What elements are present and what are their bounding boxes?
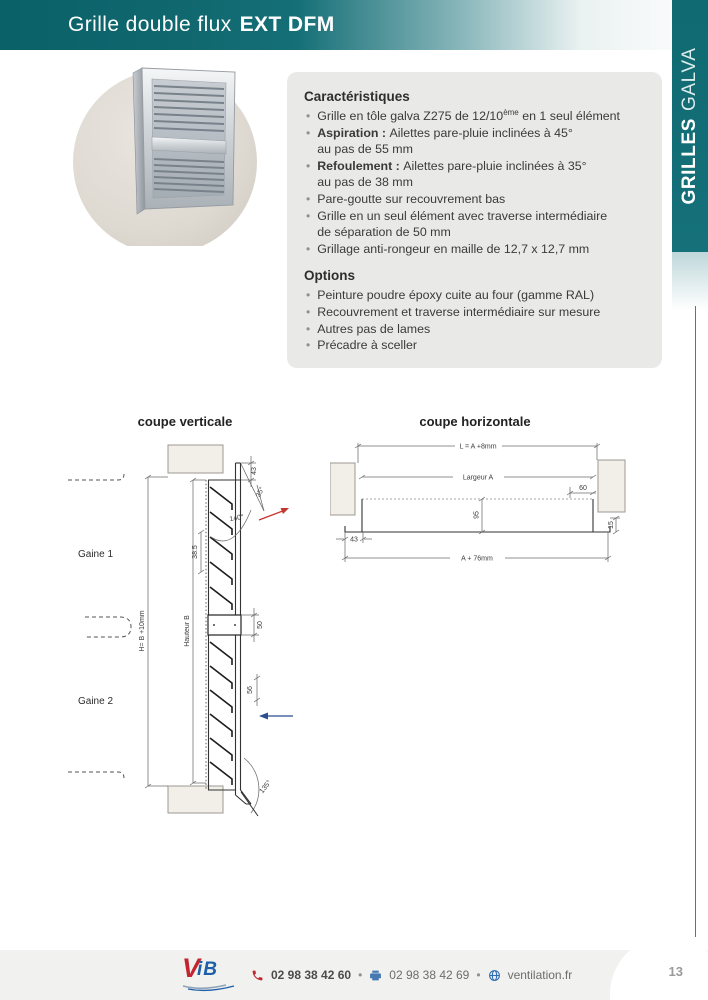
category-name: GRILLES xyxy=(679,118,700,205)
category-subname: GALVA xyxy=(679,47,700,111)
spec-item: • Grillage anti-rongeur en maille de 12,7 x 12,7 mm xyxy=(304,241,648,258)
dim-traverse-50: 50 xyxy=(257,621,264,629)
vertical-section-title: coupe verticale xyxy=(137,414,233,429)
traverse-box xyxy=(208,615,241,635)
characteristics-heading: Caractéristiques xyxy=(304,89,410,104)
dim-angle-140: 140° xyxy=(228,513,245,524)
spec-item: • Peinture poudre époxy cuite au four (gamme RAL) xyxy=(304,287,648,304)
dim-95: 95 xyxy=(473,511,481,519)
dim-angle-35: 35° xyxy=(255,486,267,499)
duct-dashed-lines xyxy=(68,474,131,778)
grille-photo xyxy=(133,68,235,214)
vib-logo-v: V xyxy=(182,953,201,983)
dim-60: 60 xyxy=(579,485,587,492)
spec-item: • Aspiration : Ailettes pare-pluie inclinées à 45° au pas de 55 mm xyxy=(304,125,648,158)
louvers xyxy=(210,487,232,785)
dim-recouvrement-haut: 43 xyxy=(251,467,258,475)
footer-separator: • xyxy=(358,968,363,982)
dim-longueur-totale: L = A +8mm xyxy=(459,443,497,451)
spec-item: • Grille en un seul élément avec traverse intermédiaire de séparation de 50 mm xyxy=(304,208,648,241)
label-gaine-2: Gaine 2 xyxy=(78,696,114,707)
dim-pas-38-5: 38.5 xyxy=(192,545,199,559)
fax-icon xyxy=(369,969,382,982)
page-footer xyxy=(0,950,708,1000)
vib-logo-ib: iB xyxy=(197,959,218,980)
characteristics-list xyxy=(304,108,648,257)
fax-number: 02 98 38 42 69 xyxy=(389,968,470,982)
spec-item: • Grille en tôle galva Z275 de 12/10ème en 1 seul élément xyxy=(304,108,648,125)
vertical-section-drawing xyxy=(60,440,310,840)
dim-largeur-a: Largeur A xyxy=(462,474,494,482)
website-link: ventilation.fr xyxy=(507,968,573,982)
flow-arrows xyxy=(259,508,293,720)
dim-a-76: A + 76mm xyxy=(461,555,493,563)
category-tab-label xyxy=(672,0,708,252)
vib-logo-swoosh xyxy=(182,982,236,992)
options-list xyxy=(304,287,648,353)
footer-corner-circle xyxy=(610,936,708,1000)
phone-icon xyxy=(251,969,264,982)
horizontal-section-drawing xyxy=(330,440,640,575)
spec-item: • Pare-goutte sur recouvrement bas xyxy=(304,191,648,208)
label-gaine-1: Gaine 1 xyxy=(78,549,114,560)
spec-item: • Précadre à sceller xyxy=(304,337,648,354)
dimension-lines xyxy=(336,443,620,562)
spec-item: • Recouvrement et traverse intermédiaire sur mesure xyxy=(304,304,648,321)
product-photo xyxy=(62,62,268,246)
page-header xyxy=(0,0,708,50)
page-number: 13 xyxy=(668,964,683,979)
spec-item: • Refoulement : Ailettes pare-pluie inclinées à 35° au pas de 38 mm xyxy=(304,158,648,191)
dim-pas-56: 56 xyxy=(247,686,254,694)
footer-separator: • xyxy=(476,968,481,982)
spec-item: • Autres pas de lames xyxy=(304,321,648,338)
dim-43: 43 xyxy=(350,536,358,544)
category-tab-fade xyxy=(672,252,708,310)
page-title-model: EXT DFM xyxy=(239,13,335,36)
phone-number: 02 98 38 42 60 xyxy=(271,968,352,982)
footer-contact-row xyxy=(182,950,572,1000)
right-rule-line xyxy=(695,306,697,937)
dim-angle-135: 135° xyxy=(258,779,274,795)
dim-hauteur-b: Hauteur B xyxy=(184,615,191,647)
dim-hauteur-totale: H= B +10mm xyxy=(139,610,146,652)
options-heading: Options xyxy=(304,268,355,284)
page-title-regular: Grille double flux xyxy=(68,13,232,36)
category-tab xyxy=(672,0,708,252)
horizontal-section-title: coupe horizontale xyxy=(419,414,531,429)
dim-15: 15 xyxy=(608,521,615,529)
specifications-box xyxy=(287,72,662,368)
globe-icon xyxy=(488,969,501,982)
page-title xyxy=(68,0,335,50)
vib-logo xyxy=(182,955,236,995)
